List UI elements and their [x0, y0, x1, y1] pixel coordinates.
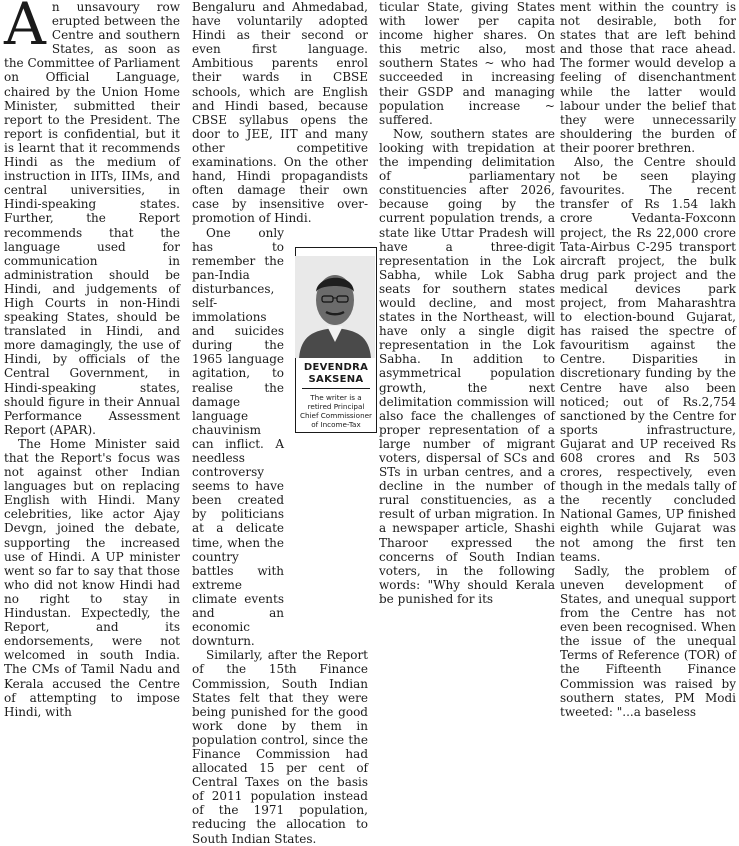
column-1 — [4, 0, 180, 719]
paragraph-1 — [4, 0, 180, 437]
author-bio: The writer is a retired Principal Chief Commissioner of Income-Tax — [299, 393, 373, 429]
paragraph-10: Sadly, the problem of uneven development of States, and unequal support from the Centre has not even been recognised. When the issue of the unequal Terms of Reference (TOR) of the Fifteenth Finance Commission was raised by southern states, PM Modi tweeted: "...a baseless — [560, 563, 736, 719]
paragraph-1-text: n unsavoury row erupted between the Centre and southern States, as soon as the Committee of Parliament on Official Language, chaired by the Union Home Minister, submitted their report to the President. The report is confidential, but it is learnt that it recommends Hindi as the medium of instruction in IITs, IIMs, and central universities, in Hindi-speaking states. Further, the Report recommends that the language used for communication in administration should be Hindi, and judgements of High Courts in non-Hindi speaking States, should be translated in Hindi, and more damagingly, the use of Hindi, by officials of the Central Government, in Hindi-speaking states, should figure in their Annual Performance Assessment Report (APAR). — [4, 0, 180, 437]
author-name — [296, 362, 376, 386]
paragraph-9: Also, the Centre should not be seen playing favourites. The recent transfer of Rs 1.54 lakh crore Vedanta-Foxconn project, the Rs 22,000 crore Tata-Airbus C-295 transport aircraft project, the bulk drug park project and the medical devices park project, from Maharashtra to election-bound Gujarat, has raised the spectre of favouritism against the Centre. Disparities in discretionary funding by the Centre have also been noticed; out of Rs.2,754 sanctioned by the Centre for sports infrastructure, Gujarat and UP received Rs 608 crores and Rs 503 crores, respectively, even though in the medals tally of the recently concluded National Games, UP finished eighth while Gujarat was not among the first ten teams. — [560, 155, 736, 564]
author-first-name: DEVENDRA — [303, 362, 369, 373]
paragraph-5: Similarly, after the Report of the 15th Finance Commission, South Indian States felt that they were being punished for the good work done by them in population control, since the Finance Commission had allocated 15 per cent of Central Taxes on the basis of 2011 population instead of the 1971 population, reducing the allocation to South Indian States. — [192, 648, 368, 846]
author-photo — [295, 256, 375, 357]
paragraph-3: Bengaluru and Ahmedabad, have voluntarily adopted Hindi as their second or even first language. Ambitious parents enrol their wards in CBSE schools, which are English and Hindi based, because CBSE syllabus opens the door to JEE, IIT and many other competitive examinations. On the other hand, Hindi propagandists often damage their own case by insensitive over-promotion of Hindi. — [192, 0, 368, 226]
author-last-name: SAKSENA — [308, 374, 364, 385]
drop-cap: A — [4, 0, 46, 58]
author-box — [295, 247, 377, 433]
paragraph-6: ticular State, giving States with lower per capita income higher shares. On this metric also, most southern States ~ who had succeeded in increasing their GSDP and managing population increase ~ suffered. — [379, 0, 555, 127]
paragraph-7 — [379, 127, 555, 606]
author-portrait-icon — [295, 256, 375, 358]
paragraph-4: One only has to remember the pan-India disturbances, self-immolations and suicides during the 1965 language agitation, to realise the damage language chauvinism can inflict. A needless controversy seems to have been created by politicians at a delicate time, when the country battles with extreme climate events and an economic downturn. — [192, 225, 284, 649]
paragraph-7-text: Now, southern states are looking with trepidation at the impending delimitation of parliamentary constituencies after 2026, because going by the current population trends, a state like Uttar Pradesh will have a three-digit representation in the Lok Sabha, while Lok Sabha seats for southern states would decline, and most states in the Northeast, will have only a single digit representation in the Lok Sabha. In addition to asymmetrical population growth, the next delimitation commission will also face the challenges of proper representation of a large number of migrant voters, dispersal of SCs and STs in urban centres, and a decline in the number of rural constituencies, as a result of urban migration. In a newspaper article, Shashi Tharoor expressed the concerns of South Indian voters, in the following words: "Why should Kerala be punished for its — [379, 126, 555, 606]
column-3 — [379, 0, 555, 606]
paragraph-2: The Home Minister said that the Report's focus was not against other Indian languages but on replacing English with Hindi. Many celebrities, like actor Ajay Devgn, joined the debate, supporting the increased use of Hindi. A UP minister went so far to say that those who did not know Hindi had no right to stay in Hindustan. Expectedly, the Report, and its endorsements, were not welcomed in south India. The CMs of Tamil Nadu and Kerala accused the Centre of attempting to impose Hindi, with — [4, 436, 180, 719]
author-divider — [302, 388, 370, 389]
paragraph-8: ment within the country is not desirable, both for states that are left behind and those that race ahead. The former would develop a feeling of disenchantment while the latter would labour under the belief that they were unnecessarily shouldering the burden of their poorer brethren. — [560, 0, 736, 155]
column-4 — [560, 0, 736, 719]
